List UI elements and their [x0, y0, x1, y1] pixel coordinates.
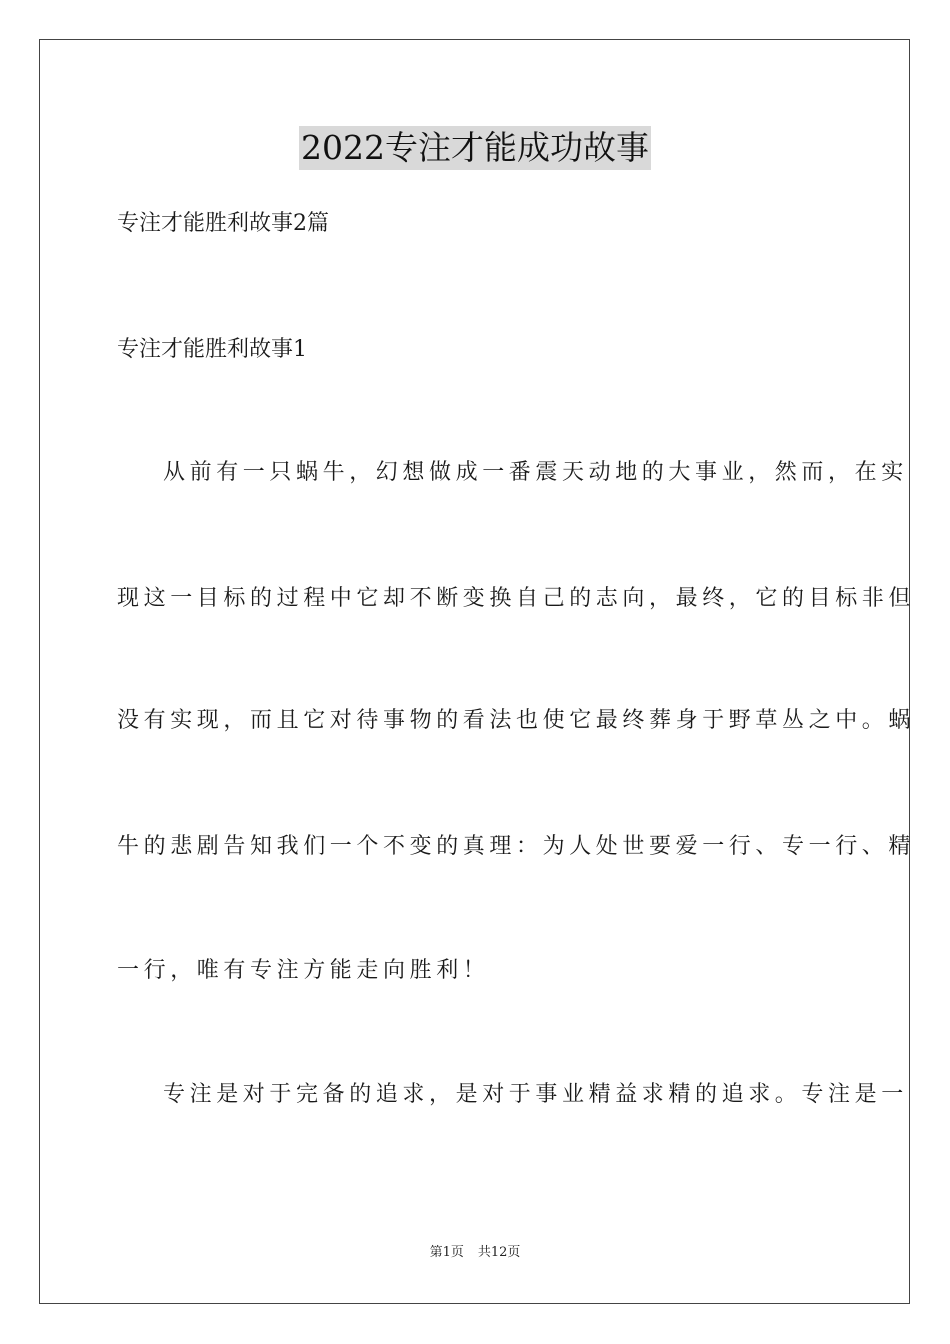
subtitle: 专注才能胜利故事2篇: [117, 211, 329, 236]
document-title: 2022专注才能成功故事: [299, 126, 651, 170]
paragraph-line: 没有实现，而且它对待事物的看法也使它最终葬身于野草丛之中。蜗: [117, 708, 916, 733]
paragraph-line: 专注是对于完备的追求，是对于事业精益求精的追求。专注是一: [163, 1082, 908, 1107]
paragraph-line: 现这一目标的过程中它却不断变换自己的志向，最终，它的目标非但: [117, 586, 916, 611]
page-footer: [0, 1244, 950, 1262]
section-heading: 专注才能胜利故事1: [117, 337, 307, 362]
page-total: 共12页: [477, 1245, 521, 1260]
title-container: [0, 126, 950, 170]
paragraph-line: 从前有一只蜗牛，幻想做成一番震天动地的大事业，然而，在实: [163, 460, 908, 485]
page-number: 第1页: [429, 1245, 464, 1260]
paragraph-line: 牛的悲剧告知我们一个不变的真理：为人处世要爱一行、专一行、精: [117, 834, 916, 859]
paragraph-line: 一行，唯有专注方能走向胜利！: [117, 958, 490, 983]
